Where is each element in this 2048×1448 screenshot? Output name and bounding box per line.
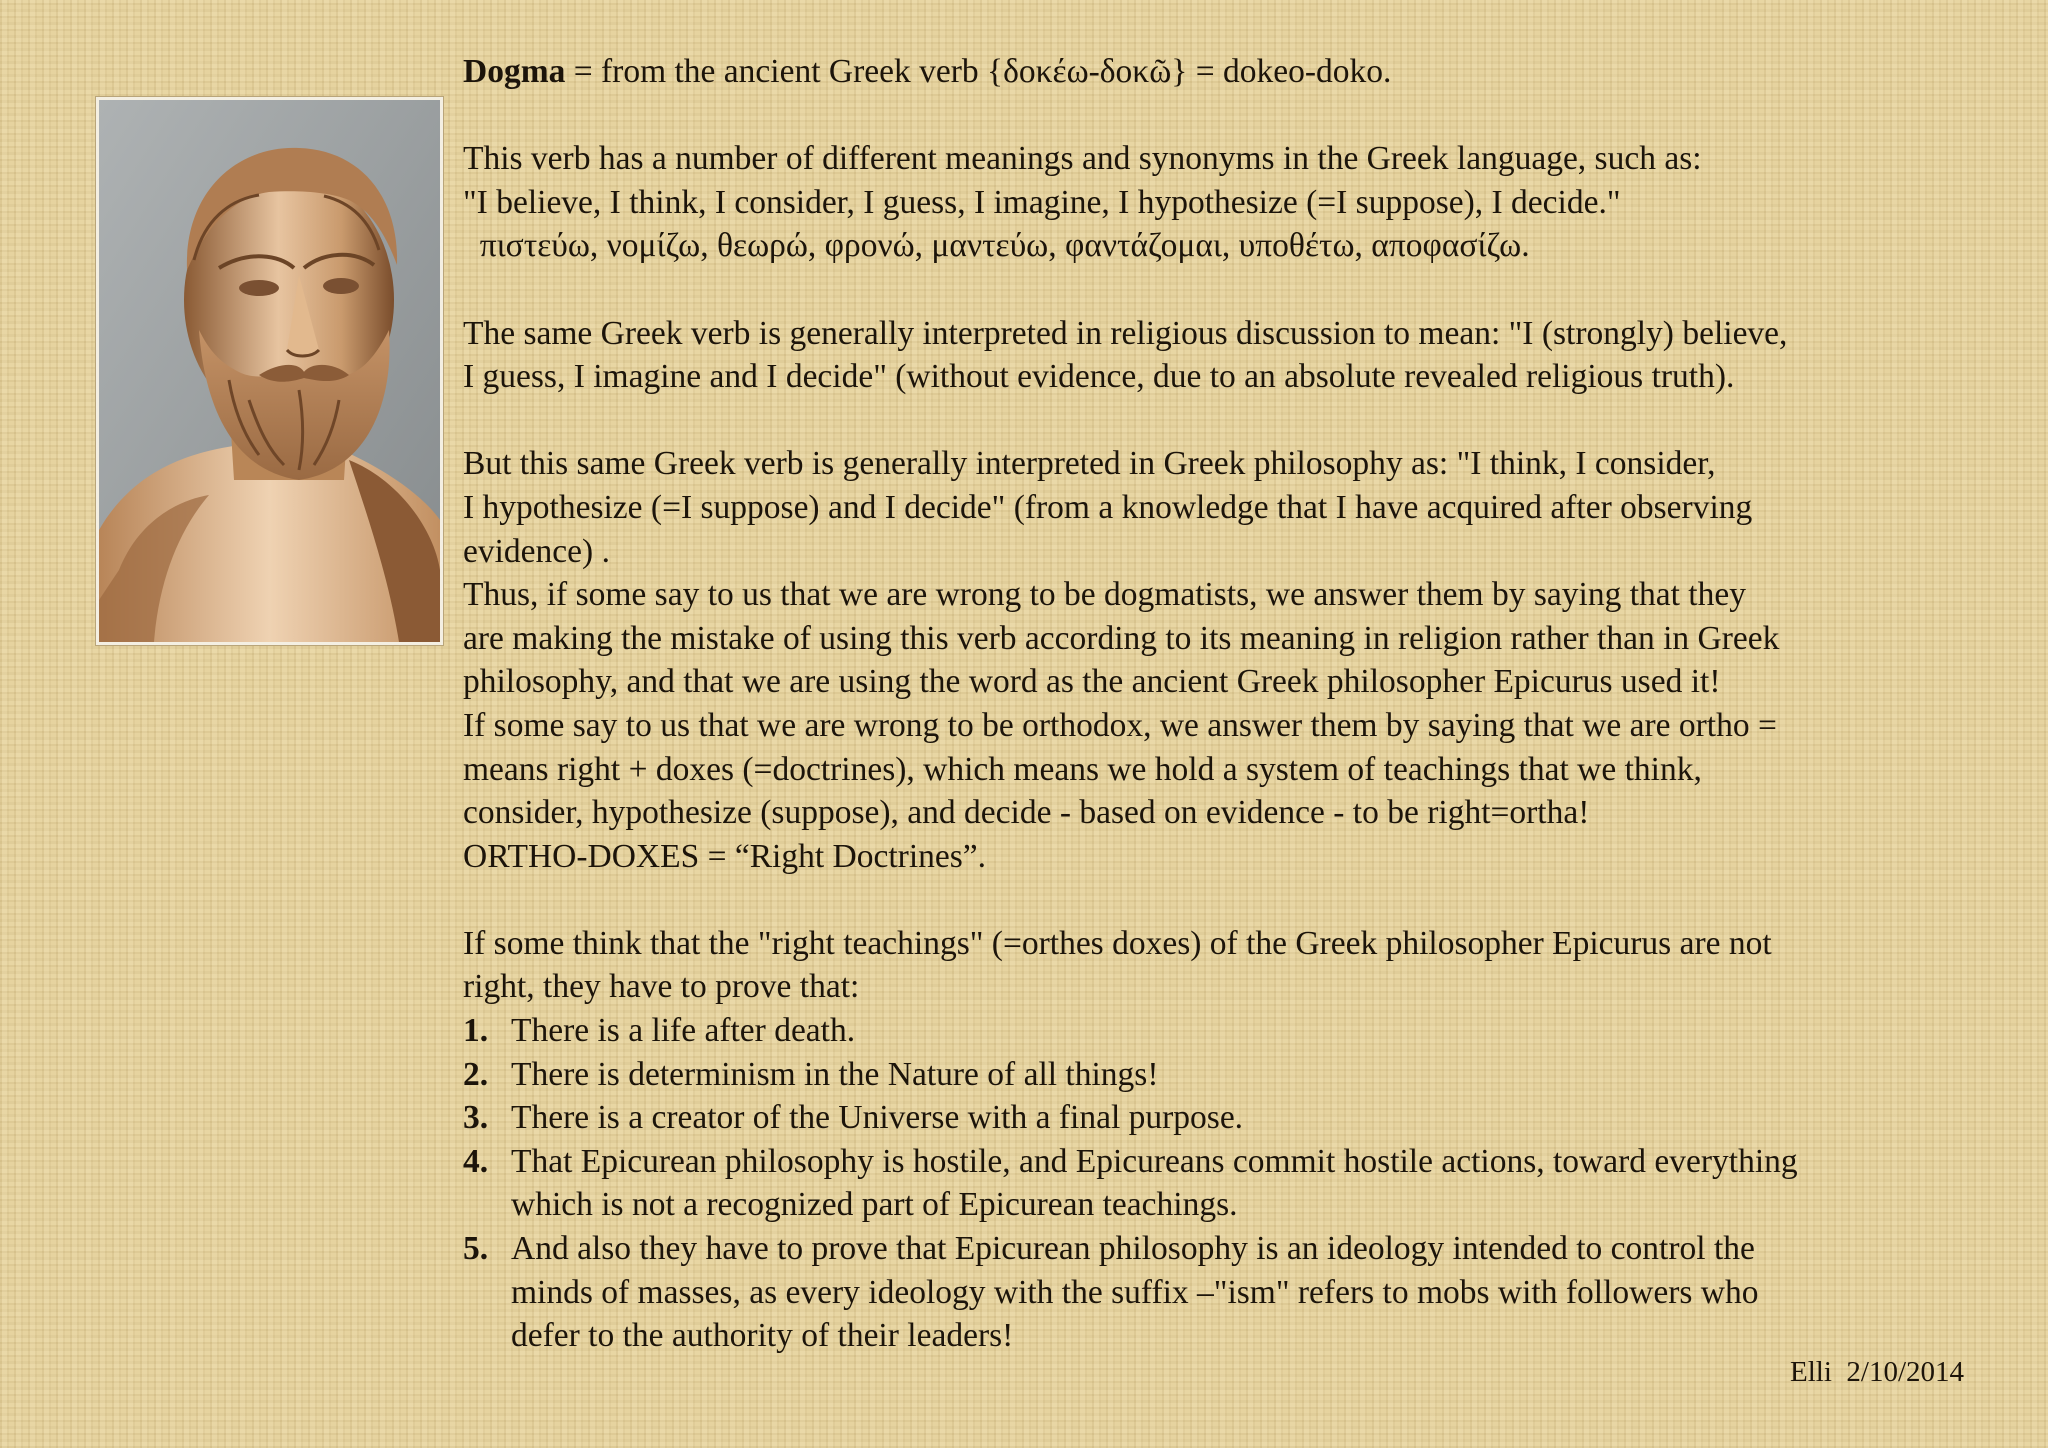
philosopher-bust-image: [96, 97, 443, 645]
paragraph-religious: The same Greek verb is generally interpreted in religious discussion to mean: "I (strongly) believe, I guess, I imagine and I decide" (without evidence, due to an absolute revealed religious truth).: [463, 314, 1788, 396]
greek-synonyms: πιστεύω, νομίζω, θεωρώ, φρονώ, μαντεύω, φαντάζομαι, υποθέτω, αποφασίζω.: [463, 227, 1530, 265]
paragraph-philosophy: But this same Greek verb is generally interpreted in Greek philosophy as: "I think, I consider, I hypothesize (=I suppose) and I decide" (from a knowledge that I have acquired after observing evidence) . Thus, if some say to us that we are wrong to be dogmatists, we answer them by saying that they are making the mistake of using this verb according to its meaning in religion rather than in Greek philosophy, and that we are using the word as the ancient Greek philosopher Epicurus used it! If some say to us that we are wrong to be orthodox, we answer them by saying that we are ortho = means right + doxes (=doctrines), which means we hold a system of teachings that we think, consider, hypothesize (suppose), and decide - based on evidence - to be right=ortha! ORTHO-DOXES = “Right Doctrines”.: [463, 445, 1780, 875]
paragraph-meanings: This verb has a number of different meanings and synonyms in the Greek language, such as: "I believe, I think, I consider, I guess, I imagine, I hypothesize (=I suppose), I decide." πιστεύω, νομίζω, θεωρώ, φρονώ, μαντεύω, φαντάζομαι, υποθέτω, αποφασίζω.: [463, 137, 2023, 268]
signature-date: Elli 2/10/2014: [1790, 1356, 1964, 1388]
definition-line: [463, 50, 2023, 94]
definition-rest: = from the ancient Greek verb {δοκέω-δοκῶ} = dokeo-doko.: [565, 53, 1392, 90]
main-text: [463, 50, 2023, 1358]
list-item: 4. That Epicurean philosophy is hostile, and Epicureans commit hostile actions, toward everything which is not a recognized part of Epicurean teachings.: [463, 1142, 1798, 1224]
list-item: 3. There is a creator of the Universe with a final purpose.: [463, 1099, 1244, 1137]
proof-list: [463, 1009, 2023, 1358]
list-item: 2. There is determinism in the Nature of all things!: [463, 1055, 1159, 1093]
bust-illustration: [99, 100, 440, 642]
paragraph-proofs: If some think that the "right teachings" (=orthes doxes) of the Greek philosopher Epicurus are not right, they have to prove that:: [463, 924, 1772, 1006]
dogma-term: Dogma: [463, 53, 566, 90]
list-item: 5. And also they have to prove that Epicurean philosophy is an ideology intended to control the minds of masses, as every ideology with the suffix –"ism" refers to mobs with followers who defer to the authority of their leaders!: [463, 1230, 1759, 1355]
list-item: 1. There is a life after death.: [463, 1012, 856, 1050]
